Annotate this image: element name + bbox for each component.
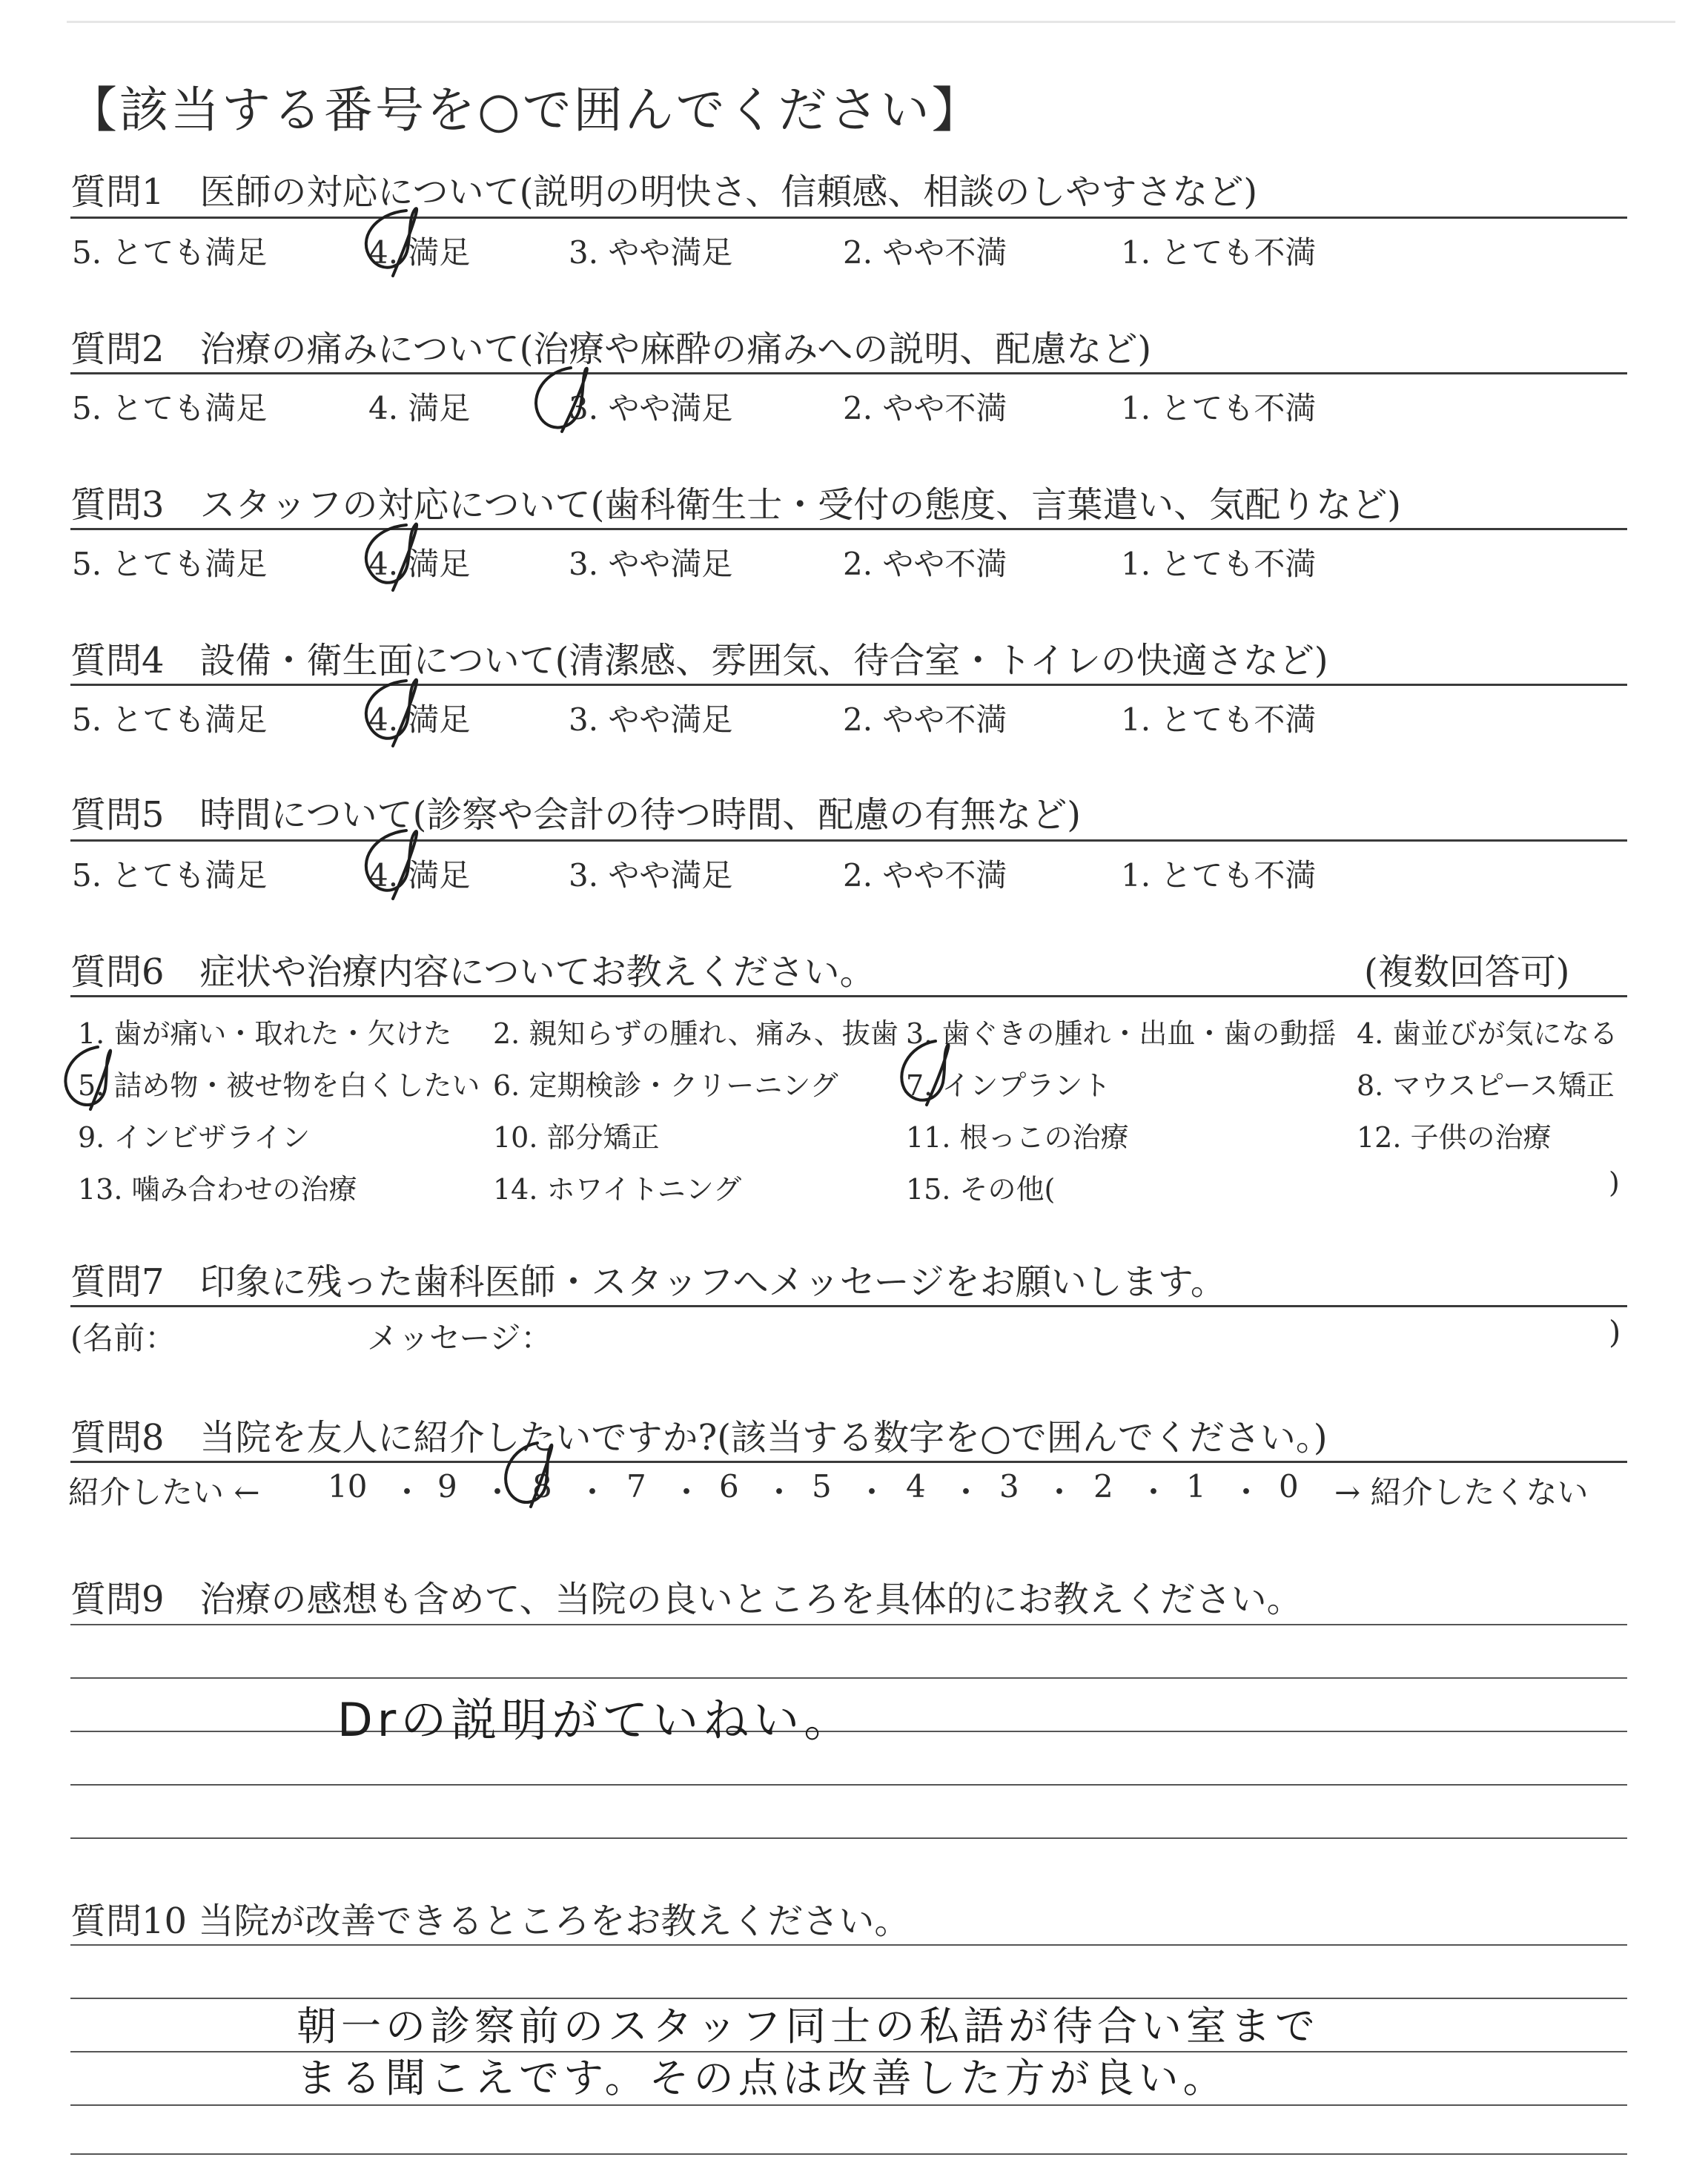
question-1-rule: [70, 217, 1627, 219]
q6-option-7[interactable]: 7. インプラント: [906, 1069, 1111, 1102]
q8-separator: ・: [482, 1474, 514, 1510]
question-4-rule: [70, 684, 1627, 686]
q6-option-10[interactable]: 10. 部分矯正: [493, 1121, 660, 1154]
q1-option-1[interactable]: 1. とても不満: [1121, 234, 1317, 271]
q8-separator: ・: [671, 1474, 703, 1510]
q8-right-label: → 紹介したくない: [1334, 1474, 1589, 1510]
q1-option-3[interactable]: 3. やや満足: [569, 234, 733, 271]
question-8-rule: [70, 1461, 1627, 1463]
q2-option-2[interactable]: 2. やや不満: [843, 390, 1007, 426]
q8-left-label: 紹介したい ←: [68, 1474, 260, 1510]
q8-separator: ・: [577, 1474, 609, 1510]
q6-option-4[interactable]: 4. 歯並びが気になる: [1357, 1017, 1618, 1050]
question-2-title: 質問2 治療の痛みについて(治療や麻酔の痛みへの説明、配慮など): [70, 328, 1152, 370]
q6-option-6[interactable]: 6. 定期検診・クリーニング: [493, 1069, 838, 1102]
q10-answer-line: [70, 1944, 1627, 1946]
question-6-note: (複数回答可): [1364, 951, 1570, 993]
q8-separator: ・: [1231, 1474, 1262, 1510]
q4-option-1[interactable]: 1. とても不満: [1121, 701, 1317, 738]
q6-option-8[interactable]: 8. マウスピース矯正: [1357, 1069, 1615, 1102]
q9-answer-line: [70, 1677, 1627, 1679]
q2-option-3[interactable]: 3. やや満足: [569, 390, 733, 426]
q3-option-3[interactable]: 3. やや満足: [569, 546, 733, 582]
question-5-rule: [70, 839, 1627, 842]
q5-option-4[interactable]: 4. 満足: [368, 857, 471, 894]
question-10-title: 質問10 当院が改善できるところをお教えください。: [70, 1900, 910, 1942]
question-2-rule: [70, 372, 1627, 374]
instruction-heading: 【該当する番号を○で囲んでください】: [68, 82, 983, 139]
q5-option-2[interactable]: 2. やや不満: [843, 857, 1007, 894]
q9-handwritten-answer: Drの説明がていねい。: [337, 1693, 855, 1747]
q10-answer-line: [70, 2104, 1627, 2106]
q8-separator: ・: [391, 1474, 423, 1510]
q6-option-11[interactable]: 11. 根っこの治療: [906, 1121, 1129, 1154]
q7-name-label: (名前：: [70, 1320, 176, 1356]
q2-option-1[interactable]: 1. とても不満: [1121, 390, 1317, 426]
q5-option-1[interactable]: 1. とても不満: [1121, 857, 1317, 894]
q8-scale-2[interactable]: 2: [1093, 1468, 1113, 1505]
q6-option-13[interactable]: 13. 噛み合わせの治療: [78, 1173, 357, 1206]
q8-scale-1[interactable]: 1: [1186, 1468, 1206, 1505]
q1-option-2[interactable]: 2. やや不満: [843, 234, 1007, 271]
q8-scale-4[interactable]: 4: [906, 1468, 926, 1505]
q3-option-1[interactable]: 1. とても不満: [1121, 546, 1317, 582]
q6-option-3[interactable]: 3. 歯ぐきの腫れ・出血・歯の動揺: [906, 1017, 1337, 1050]
q1-option-4[interactable]: 4. 満足: [368, 234, 471, 271]
q8-scale-3[interactable]: 3: [999, 1468, 1019, 1505]
q6-option-5[interactable]: 5. 詰め物・被せ物を白くしたい: [78, 1069, 480, 1102]
q8-scale-6[interactable]: 6: [719, 1468, 739, 1505]
q8-scale-10[interactable]: 10: [328, 1468, 368, 1505]
q3-option-5[interactable]: 5. とても満足: [72, 546, 268, 582]
q2-option-4[interactable]: 4. 満足: [368, 390, 471, 426]
q2-option-5[interactable]: 5. とても満足: [72, 390, 268, 426]
question-7-rule: [70, 1305, 1627, 1307]
q8-separator: ・: [1044, 1474, 1076, 1510]
q4-option-5[interactable]: 5. とても満足: [72, 701, 268, 738]
q10-handwritten-answer-line-2: まる聞こえです。その点は改善した方が良い。: [297, 2055, 1228, 2101]
q4-option-3[interactable]: 3. やや満足: [569, 701, 733, 738]
q4-option-4[interactable]: 4. 満足: [368, 701, 471, 738]
question-8-title: 質問8 当院を友人に紹介したいですか?(該当する数字を○で囲んでください。): [70, 1417, 1328, 1459]
q8-scale-0[interactable]: 0: [1279, 1468, 1299, 1505]
q3-option-2[interactable]: 2. やや不満: [843, 546, 1007, 582]
q9-answer-line: [70, 1784, 1627, 1786]
q7-close: ): [1609, 1314, 1621, 1350]
q6-option-14[interactable]: 14. ホワイトニング: [493, 1173, 742, 1206]
q9-answer-line: [70, 1837, 1627, 1839]
q1-option-5[interactable]: 5. とても満足: [72, 234, 268, 271]
q6-option-2[interactable]: 2. 親知らずの腫れ、痛み、抜歯: [493, 1017, 898, 1050]
q6-option-9[interactable]: 9. インビザライン: [78, 1121, 311, 1154]
q8-separator: ・: [856, 1474, 888, 1510]
question-5-title: 質問5 時間について(診察や会計の待つ時間、配慮の有無など): [70, 794, 1082, 836]
q6-option-12[interactable]: 12. 子供の治療: [1357, 1121, 1552, 1154]
question-6-rule: [70, 995, 1627, 997]
q8-separator: ・: [764, 1474, 795, 1510]
q8-scale-7[interactable]: 7: [626, 1468, 646, 1505]
question-9-title: 質問9 治療の感想も含めて、当院の良いところを具体的にお教えください。: [70, 1579, 1302, 1620]
q7-message-label: メッセージ：: [367, 1320, 552, 1356]
q10-answer-line: [70, 2153, 1627, 2155]
q3-option-4[interactable]: 4. 満足: [368, 546, 471, 582]
q10-handwritten-answer-line-1: 朝一の診察前のスタッフ同士の私語が待合い室まで: [297, 2003, 1320, 2050]
question-3-title: 質問3 スタッフの対応について(歯科衛生士・受付の態度、言葉遣い、気配りなど): [70, 484, 1402, 526]
question-1-title: 質問1 医師の対応について(説明の明快さ、信頼感、相談のしやすさなど): [70, 171, 1258, 213]
q8-separator: ・: [950, 1474, 982, 1510]
question-7-title: 質問7 印象に残った歯科医師・スタッフへメッセージをお願いします。: [70, 1261, 1226, 1303]
q6-option-1[interactable]: 1. 歯が痛い・取れた・欠けた: [78, 1017, 452, 1050]
question-3-rule: [70, 528, 1627, 530]
sheet-edge: [67, 21, 1675, 23]
q8-scale-8[interactable]: 8: [532, 1468, 552, 1505]
question-6-title: 質問6 症状や治療内容についてお教えください。: [70, 951, 875, 993]
q8-scale-9[interactable]: 9: [437, 1468, 457, 1505]
q4-option-2[interactable]: 2. やや不満: [843, 701, 1007, 738]
q5-option-5[interactable]: 5. とても満足: [72, 857, 268, 894]
q8-separator: ・: [1138, 1474, 1170, 1510]
question-4-title: 質問4 設備・衛生面について(清潔感、雰囲気、待合室・トイレの快適さなど): [70, 640, 1328, 681]
q9-answer-line: [70, 1624, 1627, 1625]
q5-option-3[interactable]: 3. やや満足: [569, 857, 733, 894]
q6-option-15[interactable]: 15. その他(: [906, 1173, 1056, 1206]
q6-other-close: ): [1609, 1166, 1620, 1199]
q8-scale-5[interactable]: 5: [812, 1468, 832, 1505]
